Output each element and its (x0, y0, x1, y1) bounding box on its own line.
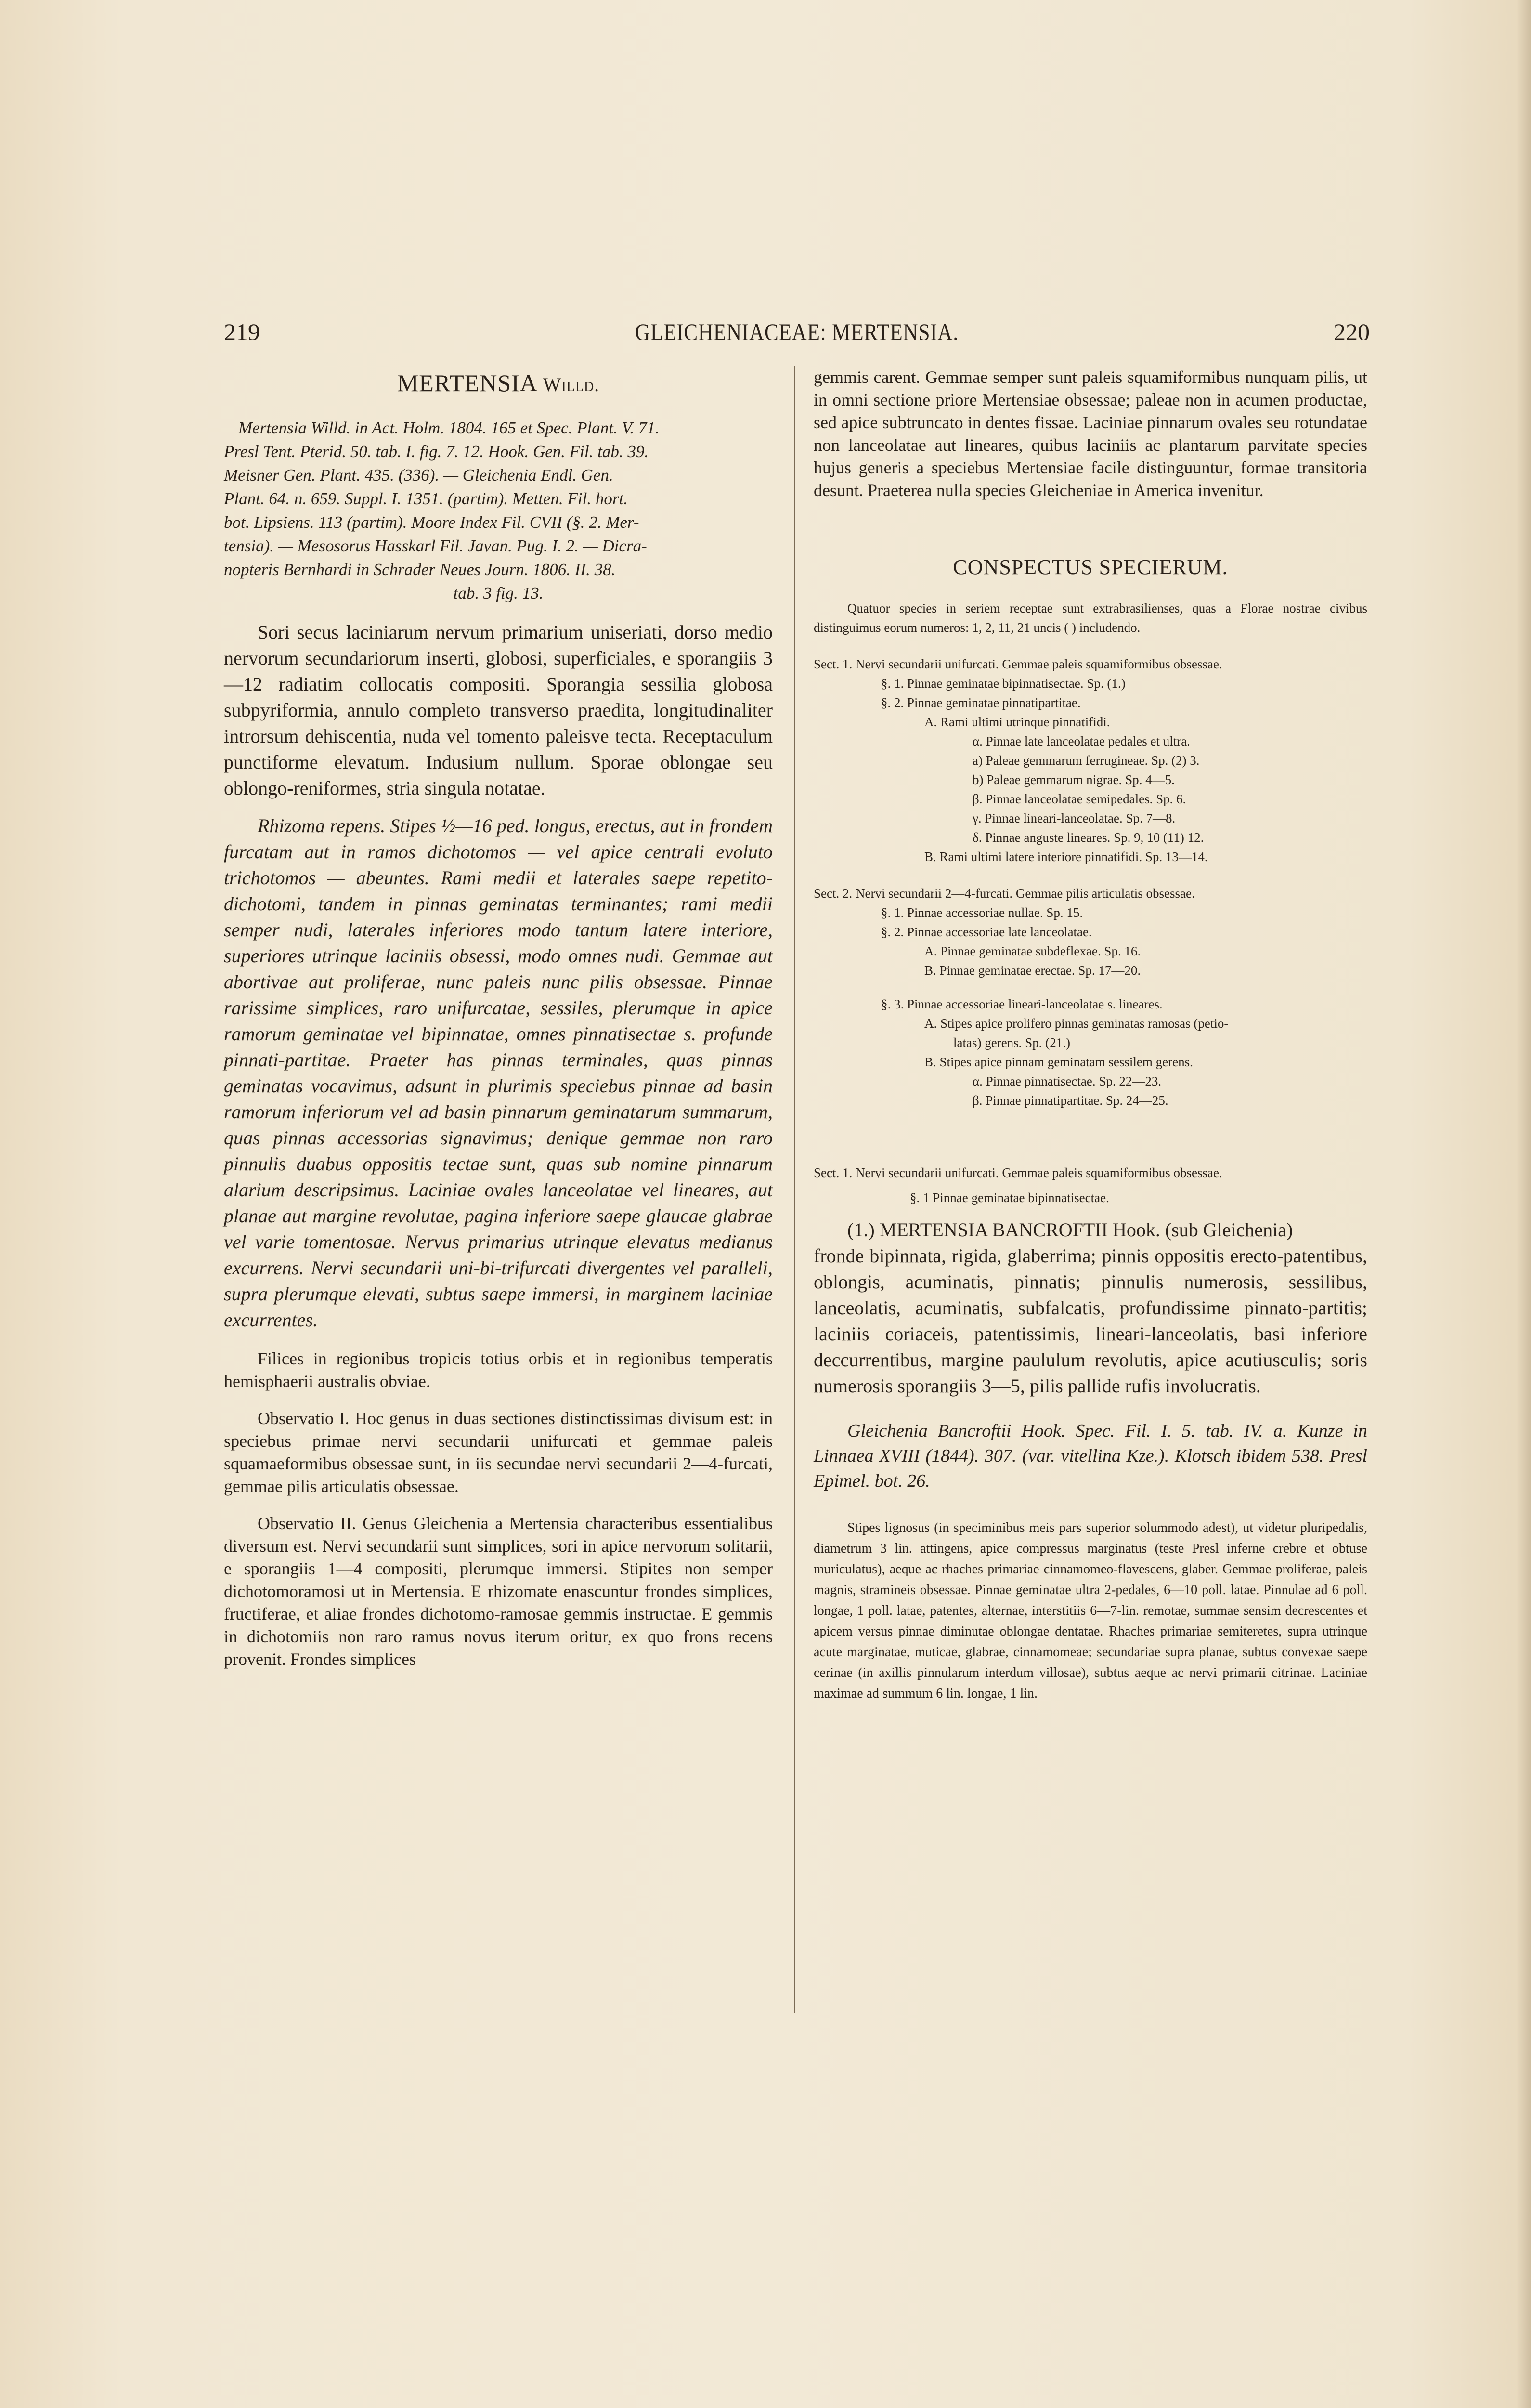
running-title: GLEICHENIACEAE: MERTENSIA. (635, 318, 959, 345)
synonymy-line: Plant. 64. n. 659. Suppl. I. 1351. (partim). Metten. Fil. hort. (224, 489, 628, 508)
conspectus-entry: §. 2. Pinnae geminatae pinnatipartitae. (881, 695, 1081, 710)
conspectus-heading: CONSPECTUS SPECIERUM. (953, 555, 1228, 579)
conspectus-entry: §. 1. Pinnae accessoriae nullae. Sp. 15. (881, 905, 1083, 920)
column-divider (794, 366, 795, 2013)
genus-heading (224, 371, 773, 397)
conspectus-entry: §. 3. Pinnae accessoriae lineari-lanceolatae s. lineares. (881, 997, 1163, 1011)
conspectus-section: Sect. 2. Nervi secundarii 2—4-furcati. Gemmae pilis articulatis obsessae. (814, 886, 1195, 901)
page-edge-shadow (1517, 0, 1531, 2408)
observation-2: Observatio II. Genus Gleichenia a Mertensia characteribus essentialibus diversum est. Nervi secundarii sunt simplices, sori in apice nervorum solitarii, e sporangiis 1—4 compositi, plerumque immersi. Stipites non semper dichotomoramosi ut in Mertensia. E rhizomate enascuntur frondes simplices, fructiferae, et aliae frondes dichotomo-ramosae gemmis instructae. E gemmis in dichotomiis non raro ramus novus iterum oritur, ex quo frons recens provenit. Frondes simplices (224, 1514, 773, 1669)
genus-author: Willd. (543, 374, 600, 395)
synonymy-line: tab. 3 fig. 13. (453, 584, 544, 602)
conspectus-entry: B. Pinnae geminatae erectae. Sp. 17—20. (924, 963, 1141, 978)
habit-description: Rhizoma repens. Stipes ½—16 ped. longus, erectus, aut in frondem furcatam aut in ramos dichotomos — vel apice centrali evoluto trichotomos — abeuntes. Rami medii et laterales saepe repetito-dichotomi, tandem in pinnas geminatas terminantes; rami medii semper nudi, laterales inferiores modo tantum latere interiore, superiores utrinque laciniis obsessi, modo omnes nudi. Gemmae aut abortivae aut proliferae, nunc paleis nunc pilis obsessae. Pinnae rarissime simplices, raro unifurcatae, sessiles, plerumque in apice ramorum geminatae vel bipinnatae, omnes pinnatisectae s. profunde pinnati-partitae. Praeter has pinnas terminales, quas pinnas geminatas vocavimus, adsunt in plurimis speciebus pinnae ad basin ramorum inferiorum vel ad basin pinnarum geminatarum summarum, quas pinnas accessorias signavimus; denique gemmae non raro pinnulis duabus oppositis tectae sunt, quas sub nomine pinnarum alarium descripsimus. Laciniae ovales lanceolatae vel lineares, aut planae aut margine revolutae, pagina inferiore saepe glaucae glabrae vel varie tomentosae. Nervus primarius utrinque elevatus medianus excurrens. Nervi secundarii uni-bi-trifurcati divergentes vel paralleli, supra plerumque elevati, subtus saepe immersi, in marginem laciniae excurrentes. (224, 815, 773, 1331)
synonymy-block (224, 416, 773, 605)
conspectus-entry: A. Pinnae geminatae subdeflexae. Sp. 16. (924, 944, 1141, 958)
conspectus-intro: Quatuor species in seriem receptae sunt extrabrasilienses, quas a Florae nostrae civibus distinguimus eorum numeros: 1, 2, 11, 21 uncis ( ) includendo. (814, 601, 1367, 635)
conspectus-section: Sect. 1. Nervi secundarii unifurcati. Gemmae paleis squamiformibus obsessae. (814, 657, 1222, 671)
paragraph-repeat: §. 1 Pinnae geminatae bipinnatisectae. (910, 1191, 1109, 1205)
conspectus-entry: a) Paleae gemmarum ferrugineae. Sp. (2) 3. (973, 753, 1200, 768)
page-number-right: 220 (1334, 318, 1370, 345)
section-repeat: Sect. 1. Nervi secundarii unifurcati. Gemmae paleis squamiformibus obsessae. (814, 1165, 1222, 1180)
synonymy-line: Mertensia Willd. in Act. Holm. 1804. 165 et Spec. Plant. V. 71. (238, 419, 660, 437)
conspectus-entry: B. Rami ultimi latere interiore pinnatifidi. Sp. 13—14. (924, 850, 1208, 864)
conspectus-entry: latas) gerens. Sp. (21.) (953, 1035, 1070, 1050)
synonymy-line: nopteris Bernhardi in Schrader Neues Journ. 1806. II. 38. (224, 560, 616, 579)
synonymy-line: Meisner Gen. Plant. 435. (336). — Gleichenia Endl. Gen. (224, 466, 613, 484)
conspectus-entry: β. Pinnae lanceolatae semipedales. Sp. 6. (973, 792, 1186, 806)
species-diagnosis: fronde bipinnata, rigida, glaberrima; pinnis oppositis erecto-patentibus, oblongis, acuminatis, pinnatis; pinnulis numerosis, sessilibus, lanceolatis, acuminatis, subfalcatis, profundissime pinnato-partitis; laciniis coriaceis, patentissimis, lineari-lanceolatis, basi inferiore deccurrentibus, margine paululum revolutis, apice acutiusculis; soris numerosis sporangiis 3—5, pilis pallide rufis involucratis. (814, 1245, 1367, 1397)
conspectus-entry: δ. Pinnae anguste lineares. Sp. 9, 10 (11) 12. (973, 830, 1204, 845)
conspectus-entry: γ. Pinnae lineari-lanceolatae. Sp. 7—8. (973, 811, 1176, 825)
conspectus-entry: α. Pinnae late lanceolatae pedales et ultra. (973, 734, 1190, 748)
species-notes: Stipes lignosus (in speciminibus meis pars superior solummodo adest), ut videtur pluripedalis, diametrum 3 lin. attingens, apice compressus marginatus (teste Presl inferne crebre et obtuse muriculatus), aeque ac rhaches primariae cinnamomeo-flavescens, glaber. Gemmae proliferae, paleis magnis, stramineis obsessae. Pinnae geminatae ultra 2-pedales, 6—10 poll. latae. Pinnulae ad 6 poll. longae, 1 poll. latae, patentes, alternae, interstitiis 6—7-lin. remotae, summae sensim decrescentes et apicem versus pinnae diminutae oblongae dentatae. Rhaches primariae semiteretes, supra utrinque acute marginatae, muticae, glabrae, cinnamomeae; secundariae supra planae, subtus convexae saepe cerinae (in axillis pinnularum interdum villosae), subtus aeque ac nervi primarii citrinae. Laciniae maximae ad summum 6 lin. longae, 1 lin. (814, 1520, 1367, 1701)
conspectus-entry: α. Pinnae pinnatisectae. Sp. 22—23. (973, 1074, 1162, 1088)
synonymy-line: Presl Tent. Pterid. 50. tab. I. fig. 7. 12. Hook. Gen. Fil. tab. 39. (224, 442, 649, 461)
synonymy-line: tensia). — Mesosorus Hasskarl Fil. Javan. Pug. I. 2. — Dicra- (224, 537, 647, 555)
species-synonymy: Gleichenia Bancroftii Hook. Spec. Fil. I. 5. tab. IV. a. Kunze in Linnaea XVIII (1844). 307. (var. vitellina Kze.). Klotsch ibidem 538. Presl Epimel. bot. 26. (814, 1421, 1367, 1491)
right-column (814, 366, 1367, 1704)
page-number-left: 219 (224, 318, 260, 345)
genus-name: MERTENSIA (397, 369, 537, 396)
left-column (224, 366, 773, 1671)
conspectus-entry: B. Stipes apice pinnam geminatam sessilem gerens. (924, 1055, 1193, 1069)
running-head (224, 318, 1370, 347)
conspectus-entry: §. 1. Pinnae geminatae bipinnatisectae. Sp. (1.) (881, 676, 1126, 691)
conspectus-key (814, 654, 1367, 1110)
conspectus-entry: b) Paleae gemmarum nigrae. Sp. 4—5. (973, 772, 1175, 787)
continuation-paragraph: gemmis carent. Gemmae semper sunt paleis squamiformibus nunquam pilis, ut in omni sectione priore Mertensiae obsessae; paleae non in acumen productae, sed apice subtruncato in dentes fissae. Laciniae pinnarum ovales seu rotundatae non lanceolatae aut lineares, quibus laciniis ac plantarum parvitate species hujus generis a speciebus Mertensiae facile distinguuntur, formae transitoria desunt. Praeterea nulla species Gleicheniae in America invenitur. (814, 367, 1367, 500)
observation-1: Observatio I. Hoc genus in duas sectiones distinctissimas divisum est: in speciebus primae nervi secundarii unifurcati et gemmae paleis squamaeformibus obsessae sunt, in iis secundae nervi secundarii 2—4-furcati, gemmae pilis articulatis obsessae. (224, 1409, 773, 1496)
synonymy-line: bot. Lipsiens. 113 (partim). Moore Index Fil. CVII (§. 2. Mer- (224, 513, 639, 532)
conspectus-entry: β. Pinnae pinnatipartitae. Sp. 24—25. (973, 1093, 1168, 1108)
conspectus-entry: A. Rami ultimi utrinque pinnatifidi. (924, 715, 1110, 729)
conspectus-entry: A. Stipes apice prolifero pinnas geminatas ramosas (petio- (924, 1016, 1229, 1031)
species-heading: (1.) MERTENSIA BANCROFTII Hook. (sub Gleichenia) (847, 1219, 1293, 1241)
genus-description: Sori secus laciniarum nervum primarium uniseriati, dorso medio nervorum secundariorum inserti, globosi, superficiales, e sporangiis 3—12 radiatim collocatis compositi. Sporangia sessilia globosa subpyriformia, annulo completo transverso praedita, longitudinaliter introrsum dehiscentia, nuda vel tomento paleisve tecta. Receptaculum punctiforme elevatum. Indusium nullum. Sporae oblongae seu oblongo-reniformes, stria singula notatae. (224, 621, 773, 799)
distribution-note: Filices in regionibus tropicis totius orbis et in regionibus temperatis hemisphaerii australis obviae. (224, 1349, 773, 1391)
conspectus-entry: §. 2. Pinnae accessoriae late lanceolatae. (881, 925, 1092, 939)
